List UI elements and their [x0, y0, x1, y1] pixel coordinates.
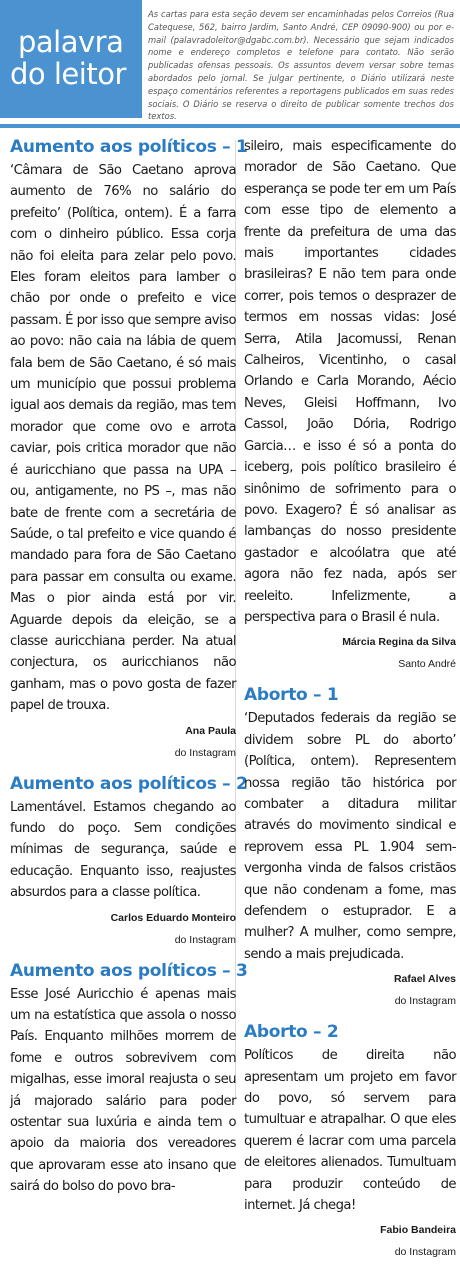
letter-headline: Aborto – 1: [244, 685, 339, 706]
letter-author: Fabio Bandeira: [380, 1224, 456, 1237]
section-intro: As cartas para esta seção devem ser encaminhadas pelos Correios (Rua Catequese, 562, bairro Jardim, Santo André, CEP 09090-900) ou por e-mail (palavradoleitor@dgabc.com.br). Necessário que sejam indicados nome e endereço completos e telefone para contato. Não serão publicadas ofensas pessoais. Os assuntos devem versar sobre temas abordados pelo jornal. Se julgar pertinente, o Diário utilizará neste espaço comentários referentes a reportagens publicados em suas redes sociais. O Diário se reserva o direito de publicar somente trechos dos textos.: [148, 9, 454, 122]
letter-source: do Instagram: [174, 746, 236, 759]
letter-author: Carlos Eduardo Monteiro: [110, 911, 236, 924]
section-masthead: [0, 0, 142, 118]
letter-author: Rafael Alves: [393, 973, 456, 986]
letter-author: Ana Paula: [185, 724, 236, 737]
letter-source: do Instagram: [174, 933, 236, 946]
letter: [244, 684, 456, 1009]
letter: [10, 773, 248, 948]
letter-headline: Aumento aos políticos – 3: [10, 960, 248, 981]
section-header: [0, 0, 460, 128]
letter-source: Santo André: [398, 658, 456, 671]
letter-body: Políticos de direita não apresentam um projeto em favor do povo, só servem para tumultuar e atrapalhar. O que eles querem é lacrar com uma parcela de eleitores alienados. Tumultuam para produzir conteúdo de internet. Já chega!: [244, 1048, 456, 1214]
letter: [244, 1021, 456, 1260]
letter-author: Márcia Regina da Silva: [342, 636, 456, 649]
letter-headline: Aumento aos políticos – 2: [10, 773, 248, 794]
letter-body-part2: sileiro, mais especificamente do morador de São Caetano. Que esperança se pode ter em um País com esse tipo de elemento a frente da prefeitura de uma das mais importantes cidades brasileiras? E não tem para onde correr, pois temos o desprazer de termos em nossas vidas: José Serra, Atila Jacomussi, Renan Calheiros, Vicentinho, o casal Orlando e Carla Morando, Aécio Neves, Gleisi Hoffmann, Ivo Cassol, João Dória, Rodrigo Garcia… e isso é só a ponta do iceberg, pois político brasileiro é sinônimo de sofrimento para o povo. Exagero? É só analisar as lambanças do nosso presidente gastador e alcoólatra que até agora não fez nada, após ser reeleito. Infelizmente, a perspectiva para o Brasil é nula.: [244, 139, 456, 625]
letter-body: Lamentável. Estamos chegando ao fundo do poço. Sem condições mínimas de segurança, saúde e educação. Enquanto isso, reajustes absurdos para a classe política.: [10, 799, 236, 901]
letter-body: ‘Deputados federais da região se dividem sobre PL do aborto’ (Política, ontem). Representem nossa região tão histórica por combater a ditadura militar através do movimento sindical e reprovem essa PL 1.904 sem-vergonha vinda de falsos cristãos que não condenam a fome, mas defendem o estuprador. E a mulher? A mulher, como sempre, sendo a mais prejudicada.: [244, 711, 456, 962]
letter-body-part1: Esse José Auricchio é apenas mais um na estatística que assola o nosso País. Enquanto milhões morrem de fome e outros sobrevivem com migalhas, esse imoral reajusta o seu já majorado salário para poder ostentar sua luxúria e ainda tem o apoio da maioria dos vereadores que aprovaram esse ato insano que sairá do bolso do povo bra-: [10, 986, 236, 1195]
letter-body: ‘Câmara de São Caetano aprova aumento de 76% no salário do prefeito’ (Política, ontem). É a farra com o dinheiro público. Essa corja não foi eleita para zelar pelo povo. Eles foram eleitos para lamber o chão por onde o prefeito e vice passam. É por isso que sempre aviso ao povo: não caia na lábia de quem fala bem de São Caetano, é só mais um município que possui problema igual aos demais da região, mas tem morador que come ovo e arrota caviar, pois critica morador que não é auricchiano que passa na UPA – ou, antigamente, no PS –, mas não bate de frente com a secretária de Saúde, o tal prefeito e vice quando é mandado para fora de São Caetano para passar em consulta ou exame. Mas o pior ainda está por vir. Aguarde depois da eleição, se a classe auricchiana perder. Na atual conjectura, os auricchianos não ganham, mas o povo gosta de fazer papel de trouxa.: [10, 163, 236, 714]
right-column: [244, 136, 456, 1272]
letter: [10, 136, 248, 761]
letter: [10, 960, 248, 1198]
letter-source: do Instagram: [394, 995, 456, 1008]
left-column: [10, 136, 248, 1210]
header-rule: [0, 124, 460, 128]
letter-continuation: [244, 136, 456, 672]
section-title-line1: palavra: [18, 25, 124, 59]
letter-source: do Instagram: [394, 1246, 456, 1259]
letter-headline: Aborto – 2: [244, 1022, 339, 1043]
section-title-line2: do leitor: [10, 57, 126, 91]
letter-headline: Aumento aos políticos – 1: [10, 137, 248, 157]
